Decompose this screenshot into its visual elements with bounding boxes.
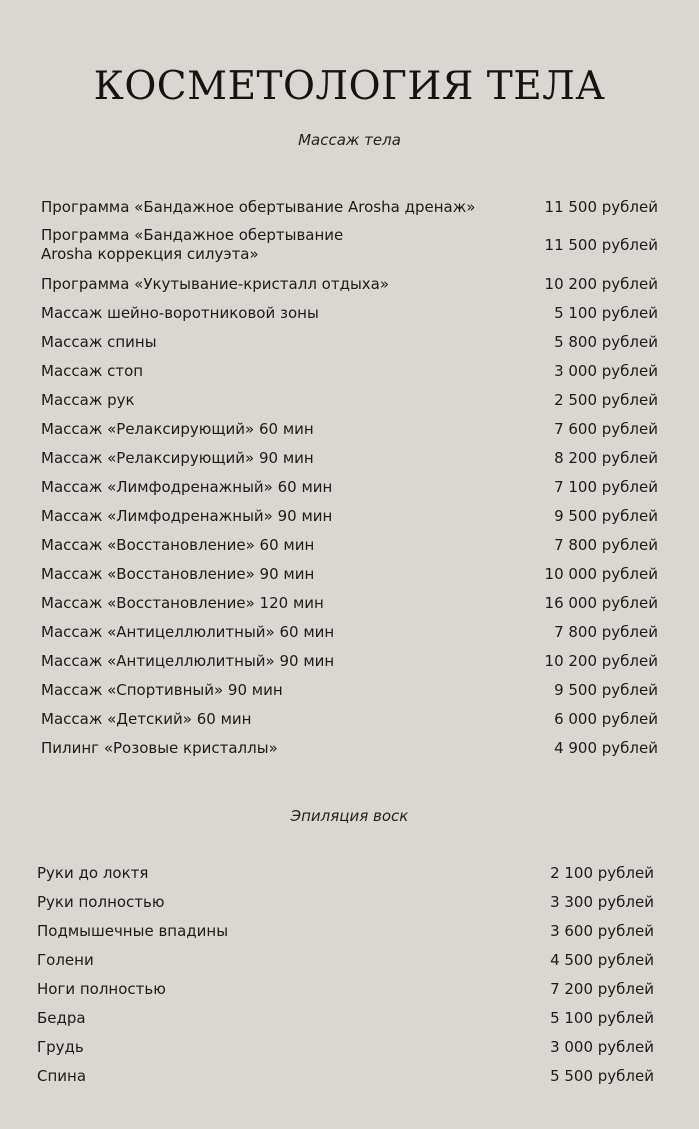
price-row bbox=[41, 478, 658, 497]
service-price: 5 100 рублей bbox=[550, 1008, 654, 1027]
price-row bbox=[41, 710, 658, 729]
service-name: Голени bbox=[37, 950, 94, 969]
service-price: 3 600 рублей bbox=[550, 921, 654, 940]
service-name: Бедра bbox=[37, 1008, 86, 1027]
price-row bbox=[37, 1038, 654, 1057]
service-price: 10 200 рублей bbox=[544, 651, 658, 670]
service-price: 2 500 рублей bbox=[554, 390, 658, 409]
service-price: 11 500 рублей bbox=[544, 197, 658, 216]
service-price: 3 000 рублей bbox=[550, 1037, 654, 1056]
service-price: 10 200 рублей bbox=[544, 274, 658, 293]
price-row bbox=[37, 1067, 654, 1086]
price-row bbox=[41, 623, 658, 642]
service-price: 3 300 рублей bbox=[550, 892, 654, 911]
service-name: Ноги полностью bbox=[37, 979, 166, 998]
service-price: 2 100 рублей bbox=[550, 863, 654, 882]
price-row bbox=[41, 333, 658, 352]
service-name: Массаж стоп bbox=[41, 361, 144, 380]
service-name: Массаж шейно-воротниковой зоны bbox=[41, 303, 319, 322]
price-row bbox=[41, 275, 658, 294]
service-name: Массаж «Восстановление» 90 мин bbox=[41, 564, 315, 583]
service-name: Подмышечные впадины bbox=[37, 921, 229, 940]
service-name: Массаж «Релаксирующий» 90 мин bbox=[41, 448, 314, 467]
service-price: 7 800 рублей bbox=[554, 622, 658, 641]
service-price: 9 500 рублей bbox=[554, 506, 658, 525]
service-price: 7 800 рублей bbox=[554, 535, 658, 554]
price-row bbox=[37, 980, 654, 999]
price-row bbox=[41, 594, 658, 613]
service-price: 5 500 рублей bbox=[550, 1066, 654, 1085]
service-price: 6 000 рублей bbox=[554, 709, 658, 728]
price-row bbox=[37, 951, 654, 970]
price-row bbox=[41, 362, 658, 381]
service-name: Массаж «Антицеллюлитный» 60 мин bbox=[41, 622, 335, 641]
price-row bbox=[41, 198, 658, 217]
service-price: 7 200 рублей bbox=[550, 979, 654, 998]
service-name: Массаж «Спортивный» 90 мин bbox=[41, 680, 283, 699]
price-row bbox=[37, 864, 654, 883]
service-price: 7 600 рублей bbox=[554, 419, 658, 438]
service-name: Программа «Бандажное обертывание Arosha дренаж» bbox=[41, 197, 476, 216]
section-heading-waxing: Эпиляция воск bbox=[290, 807, 409, 825]
service-name: Массаж «Релаксирующий» 60 мин bbox=[41, 419, 314, 438]
price-row bbox=[41, 449, 658, 468]
service-price: 16 000 рублей bbox=[544, 593, 658, 612]
service-name: Пилинг «Розовые кристаллы» bbox=[41, 738, 278, 757]
service-price: 4 500 рублей bbox=[550, 950, 654, 969]
price-row bbox=[37, 893, 654, 912]
page-title: КОСМЕТОЛОГИЯ ТЕЛА bbox=[93, 64, 606, 110]
price-row bbox=[37, 922, 654, 941]
price-row bbox=[37, 1009, 654, 1028]
price-row bbox=[41, 565, 658, 584]
service-name: Массаж «Лимфодренажный» 60 мин bbox=[41, 477, 333, 496]
service-price: 3 000 рублей bbox=[554, 361, 658, 380]
service-name: Массаж «Восстановление» 60 мин bbox=[41, 535, 315, 554]
price-row bbox=[41, 226, 658, 264]
service-name: Массаж «Антицеллюлитный» 90 мин bbox=[41, 651, 335, 670]
service-name: Грудь bbox=[37, 1037, 84, 1056]
price-row bbox=[41, 507, 658, 526]
price-row bbox=[41, 681, 658, 700]
service-price: 10 000 рублей bbox=[544, 564, 658, 583]
service-price: 9 500 рублей bbox=[554, 680, 658, 699]
service-name: Массаж «Лимфодренажный» 90 мин bbox=[41, 506, 333, 525]
service-price: 4 900 рублей bbox=[554, 738, 658, 757]
service-price: 5 800 рублей bbox=[554, 332, 658, 351]
service-name: Руки до локтя bbox=[37, 863, 149, 882]
price-row bbox=[41, 304, 658, 323]
price-row bbox=[41, 536, 658, 555]
section-heading-massage: Массаж тела bbox=[298, 131, 401, 149]
price-row bbox=[41, 739, 658, 758]
service-price: 11 500 рублей bbox=[544, 235, 658, 254]
service-price: 5 100 рублей bbox=[554, 303, 658, 322]
service-name: Спина bbox=[37, 1066, 87, 1085]
price-row bbox=[41, 391, 658, 410]
service-name: Массаж рук bbox=[41, 390, 135, 409]
service-name: Массаж «Восстановление» 120 мин bbox=[41, 593, 324, 612]
price-row bbox=[41, 420, 658, 439]
service-price: 7 100 рублей bbox=[554, 477, 658, 496]
service-name: Руки полностью bbox=[37, 892, 165, 911]
price-row bbox=[41, 652, 658, 671]
service-name: Массаж «Детский» 60 мин bbox=[41, 709, 252, 728]
service-name: Программа «Бандажное обертывание Arosha коррекция силуэта» bbox=[41, 226, 344, 263]
service-price: 8 200 рублей bbox=[554, 448, 658, 467]
service-name: Программа «Укутывание-кристалл отдыха» bbox=[41, 274, 390, 293]
service-name: Массаж спины bbox=[41, 332, 157, 351]
